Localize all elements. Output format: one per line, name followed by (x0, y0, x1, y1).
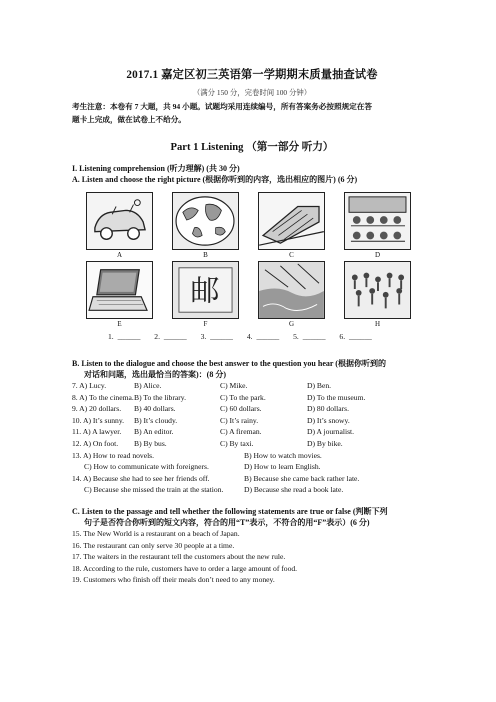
river-icon (258, 261, 325, 319)
picture-label: B (203, 251, 208, 259)
option: B) By bus. (134, 438, 167, 448)
section-c-heading (72, 506, 496, 528)
question-row (72, 473, 496, 485)
picture-label: A (116, 251, 123, 259)
train-icon (258, 192, 325, 250)
page-title: 2017.1 嘉定区初三英语第一学期期末质量抽查试卷 (126, 69, 378, 81)
laptop-icon (86, 261, 153, 319)
statement: 18. According to the rule, customers have to order a large amount of food. (72, 563, 298, 573)
option: C) By taxi. (220, 438, 254, 448)
picture-label: C (289, 251, 294, 259)
statement: 15. The New World is a restaurant on a beach of Japan. (72, 528, 240, 538)
option: C) A fireman. (220, 427, 262, 437)
statement-list (72, 528, 496, 586)
answer-blank[interactable]: 3. ______ (200, 332, 233, 341)
crowd-icon (344, 261, 411, 319)
question-row (72, 415, 496, 427)
option: B) It’s cloudy. (134, 415, 178, 425)
answer-blank[interactable]: 5. ______ (293, 332, 326, 341)
section-c-line-2: 句子是否符合你听到的短文内容，符合的用“T”表示，不符合的用“F”表示）(6 分) (84, 517, 370, 527)
option: C) Mike. (220, 381, 248, 390)
picture-label: D (374, 251, 381, 259)
answer-blank[interactable]: 4. ______ (246, 332, 280, 341)
part-heading: Part 1 Listening （第一部分 听力） (170, 142, 334, 153)
notice (72, 100, 428, 126)
option: D) It’s snowy. (307, 415, 350, 425)
notice-line-1: 考生注意：本卷有 7 大题，共 94 小题。试题均采用连续编号，所有答案务必按照规定在答 (72, 102, 372, 111)
page-subtitle: （满分 150 分，完卷时间 100 分钟） (192, 88, 312, 97)
post-character-icon (172, 261, 239, 319)
option: 14. A) Because she had to see her friends off. (72, 473, 210, 483)
svg-text:邮: 邮 (190, 273, 220, 308)
option: D) Ben. (307, 381, 332, 390)
option: B) An editor. (134, 427, 174, 437)
question-row (72, 380, 496, 392)
option: B) Alice. (134, 381, 162, 390)
option: 12. A) On foot. (72, 438, 119, 448)
option: 10. A) It’s sunny. (72, 415, 125, 425)
statement: 17. The waiters in the restaurant tell the customers about the new rule. (72, 552, 286, 562)
answer-blank[interactable]: 2. ______ (154, 332, 187, 341)
picture-label: G (288, 320, 295, 328)
option: B) To the library. (134, 392, 186, 402)
section-c-line-1: C. Listen to the passage and tell whether the following statements are true or false (判断下列 (72, 506, 388, 516)
option: D) How to learn English. (244, 462, 321, 472)
option: D) Because she read a book late. (244, 485, 344, 495)
section-b-line-1: B. Listen to the dialogue and choose the best answer to the question you hear (根据你听到的 (72, 359, 386, 368)
notice-line-2: 题卡上完成，做在试卷上不给分。 (72, 115, 186, 124)
question-row (72, 403, 496, 415)
option: C) How to communicate with foreigners. (84, 462, 209, 472)
picture-grid (72, 189, 432, 331)
question-row (72, 450, 496, 462)
question-row (72, 461, 496, 473)
option: C) 60 dollars. (220, 404, 262, 414)
option: C) Because she missed the train at the station. (84, 485, 224, 495)
section-b-line-2: 对话和问题，选出最恰当的答案)：(8 分) (84, 370, 226, 379)
question-list (72, 380, 496, 496)
option: 9. A) 20 dollars. (72, 404, 122, 414)
option: 7. A) Lucy. (72, 381, 107, 390)
option: B) How to watch movies. (244, 450, 322, 460)
question-row (72, 426, 496, 438)
car-icon (86, 192, 153, 250)
statement: 16. The restaurant can only serve 30 people at a time. (72, 540, 235, 550)
question-row (72, 392, 496, 404)
question-row (72, 484, 496, 496)
picture-label: H (374, 320, 381, 328)
option: C) It’s rainy. (220, 415, 259, 425)
classroom-icon (344, 192, 411, 250)
question-row (72, 438, 496, 450)
statement: 19. Customers who finish off their meals don’t need to any money. (72, 575, 275, 585)
map-icon (172, 192, 239, 250)
section-b-heading (72, 358, 496, 380)
option: D) A journalist. (307, 427, 355, 437)
section-i-heading: I. Listening comprehension (听力理解) (共 30 分) (72, 164, 240, 173)
option: 11. A) A lawyer. (72, 427, 122, 437)
picture-label: F (203, 320, 208, 328)
option: D) To the museum. (307, 392, 366, 402)
option: C) To the park. (220, 392, 266, 402)
answer-blank[interactable]: 1. ______ (108, 332, 141, 341)
option: B) Because she came back rather late. (244, 473, 360, 483)
option: D) 80 dollars. (307, 404, 349, 414)
answer-blanks (72, 332, 496, 341)
section-a-heading: A. Listen and choose the right picture (根据你听到的内容，选出相应的图片) (6 分) (72, 175, 358, 184)
option: B) 40 dollars. (134, 404, 176, 414)
answer-blank[interactable]: 6. ______ (339, 332, 372, 341)
picture-label: E (117, 320, 122, 328)
option: 8. A) To the cinema. (72, 392, 134, 402)
option: D) By bike. (307, 438, 343, 448)
option: 13. A) How to read novels. (72, 450, 155, 460)
